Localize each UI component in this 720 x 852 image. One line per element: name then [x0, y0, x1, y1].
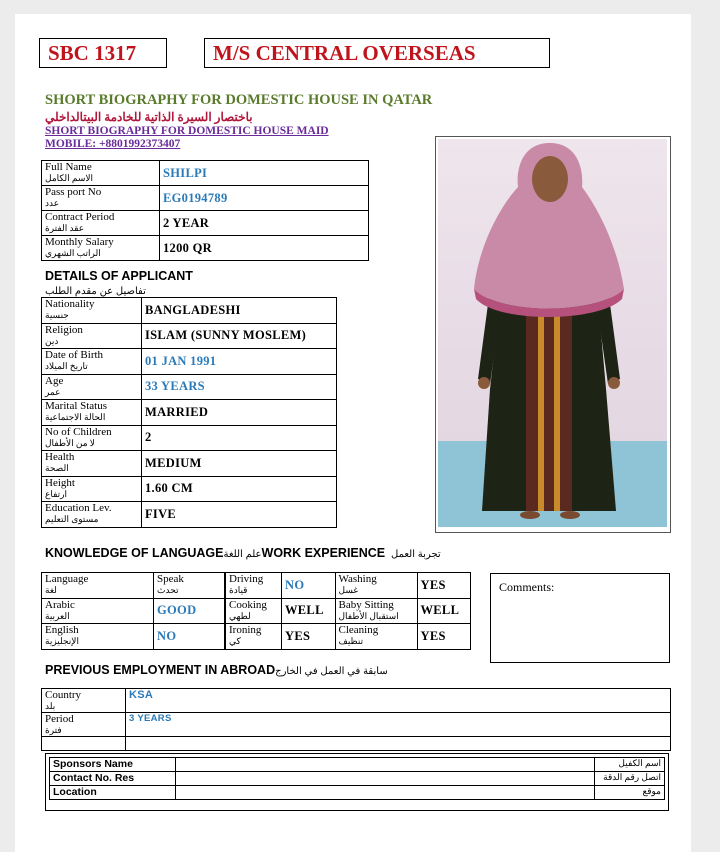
table-row: [50, 786, 665, 800]
field-label: [335, 598, 417, 624]
table-row: [42, 573, 225, 599]
sponsor-table: [49, 757, 665, 800]
sponsor-label: Contact No. Res: [50, 772, 176, 786]
agency-name-box: [204, 38, 550, 68]
field-value: WELL: [417, 598, 471, 624]
field-value: FIVE: [142, 502, 337, 528]
label-ar: لغة: [45, 585, 57, 595]
label-en: Period: [45, 713, 74, 725]
table-row: [42, 476, 337, 502]
table-row: [42, 298, 337, 324]
table-row: [42, 211, 369, 236]
comments-label: Comments:: [499, 580, 555, 594]
label-ar: غسل: [338, 585, 359, 595]
speak-label-ar: تحدث: [157, 585, 179, 595]
previous-heading-ar: سابقة في العمل في الخارج: [275, 666, 388, 677]
agency-name: M/S CENTRAL OVERSEAS: [213, 40, 476, 65]
sbc-code-box: [39, 38, 167, 68]
field-label: [42, 298, 142, 324]
field-label: [335, 573, 417, 599]
field-label: [42, 451, 142, 477]
field-label: [42, 349, 142, 375]
field-value: MEDIUM: [142, 451, 337, 477]
label-ar: الراتب الشهري: [45, 248, 101, 258]
field-label: [226, 624, 282, 650]
table-row: [42, 598, 225, 624]
label-en: Health: [45, 451, 75, 463]
label-en: Driving: [229, 573, 264, 585]
field-label: [42, 425, 142, 451]
table-row: [42, 713, 671, 737]
main-title: SHORT BIOGRAPHY FOR DOMESTIC HOUSE IN QATAR: [45, 92, 433, 108]
previous-employment-table: [41, 688, 671, 751]
label-en: Pass port No: [45, 186, 102, 198]
label-ar: عدد: [45, 198, 60, 208]
label-ar: ارتفاع: [45, 488, 68, 499]
field-value: KSA: [126, 689, 671, 713]
previous-heading-en: PREVIOUS EMPLOYMENT IN ABROAD: [45, 663, 276, 677]
label-ar: استقبال الأطفال: [338, 610, 399, 621]
label-ar: الحالة الاجتماعية: [45, 412, 106, 422]
language-heading-ar: علم اللغة: [223, 549, 262, 560]
field-label: [42, 374, 142, 400]
field-value: 2 YEAR: [160, 211, 369, 236]
table-row: [42, 161, 369, 186]
table-row: [226, 598, 471, 624]
field-label: [42, 689, 126, 713]
label-en: Monthly Salary: [45, 236, 114, 248]
label-en: Full Name: [45, 161, 92, 173]
label-en: Education Lev.: [45, 502, 112, 514]
field-value: MARRIED: [142, 400, 337, 426]
comments-box: [490, 573, 670, 663]
field-value: NO: [154, 624, 225, 650]
work-heading: WORK EXPERIENCE: [261, 546, 386, 560]
empty-cell: [126, 737, 671, 751]
sponsor-label-ar: اتصل رقم الدقة: [595, 772, 665, 786]
sponsor-box: [45, 753, 669, 811]
field-value: WELL: [282, 598, 336, 624]
label-en: Language: [45, 573, 89, 585]
top-info-table: [41, 160, 369, 261]
field-value: NO: [282, 573, 336, 599]
speak-header: [154, 573, 225, 599]
label-en: Washing: [338, 573, 377, 585]
label-en: Arabic: [45, 598, 75, 611]
sponsor-label-ar: اسم الكفيل: [595, 758, 665, 772]
field-value: 2: [142, 425, 337, 451]
label-en: English: [45, 624, 79, 636]
label-ar: لطهي: [229, 610, 251, 621]
field-value: YES: [417, 573, 471, 599]
field-value: YES: [282, 624, 336, 650]
language-work-heading: [45, 546, 385, 560]
label-en: Age: [45, 374, 64, 387]
field-label: [42, 476, 142, 502]
work-heading-ar-wrap: [391, 546, 441, 560]
field-value: 3 YEARS: [126, 713, 671, 737]
table-row: [42, 425, 337, 451]
label-en: Religion: [45, 323, 83, 336]
details-heading-ar: تفاصيل عن مقدم الطلب: [45, 286, 146, 297]
label-en: Cooking: [229, 598, 267, 611]
table-row: [42, 624, 225, 650]
field-value: ISLAM (SUNNY MOSLEM): [142, 323, 337, 349]
biodata-page: [15, 14, 691, 852]
field-label: [226, 573, 282, 599]
label-ar: عمر: [45, 386, 61, 397]
label-en: Contract Period: [45, 211, 115, 223]
field-value: EG0194789: [160, 186, 369, 211]
label-en: Date of Birth: [45, 349, 104, 361]
table-row: [226, 624, 471, 650]
label-en: No of Children: [45, 425, 112, 438]
label-en: Marital Status: [45, 400, 108, 412]
mobile-number: MOBILE: +8801992373407: [45, 138, 181, 150]
field-value: 01 JAN 1991: [142, 349, 337, 375]
field-label: [42, 323, 142, 349]
field-label: [42, 186, 160, 211]
field-label: [42, 211, 160, 236]
field-label: [335, 624, 417, 650]
table-row: [42, 400, 337, 426]
details-table: [41, 297, 337, 528]
sponsor-value[interactable]: [176, 786, 595, 800]
label-ar: تاريخ الميلاد: [45, 361, 88, 371]
arabic-title: باختصار السيرة الذاتية للخادمة البيتالداخلي: [45, 110, 253, 124]
label-ar: الصحة: [45, 463, 69, 473]
field-label: [42, 713, 126, 737]
field-value: YES: [417, 624, 471, 650]
sponsor-value[interactable]: [176, 772, 595, 786]
sbc-code: SBC 1317: [48, 40, 137, 65]
table-row: [42, 236, 369, 261]
label-ar: لا من الأطفال: [45, 437, 95, 448]
label-en: Baby Sitting: [338, 598, 394, 611]
label-en: Country: [45, 689, 82, 701]
table-row: [42, 737, 671, 751]
field-label: [42, 573, 154, 599]
sponsor-label: Location: [50, 786, 176, 800]
label-en: Cleaning: [338, 624, 379, 636]
empty-cell: [42, 737, 126, 751]
field-label: [42, 236, 160, 261]
field-label: [42, 502, 142, 528]
label-ar: العربية: [45, 610, 70, 621]
speak-label: Speak: [157, 573, 184, 585]
dress-stripe: [526, 299, 572, 511]
field-value: SHILPI: [160, 161, 369, 186]
work-heading-ar: تجربة العمل: [391, 549, 441, 560]
face-shape: [532, 156, 568, 202]
label-ar: فترة: [45, 725, 62, 735]
label-en: Height: [45, 476, 75, 489]
table-row: [226, 573, 471, 599]
field-label: [42, 624, 154, 650]
table-row: [42, 374, 337, 400]
field-value: 33 YEARS: [142, 374, 337, 400]
field-value: GOOD: [154, 598, 225, 624]
maid-title: SHORT BIOGRAPHY FOR DOMESTIC HOUSE MAID: [45, 125, 329, 137]
details-heading-en: DETAILS OF APPLICANT: [45, 269, 193, 283]
field-label: [42, 598, 154, 624]
language-heading: KNOWLEDGE OF LANGUAGE: [45, 546, 224, 560]
field-value: 1.60 CM: [142, 476, 337, 502]
label-en: Ironing: [229, 624, 262, 636]
label-ar: جنسية: [45, 310, 69, 320]
field-label: [42, 161, 160, 186]
field-label: [226, 598, 282, 624]
language-table: [41, 572, 225, 650]
table-row: [42, 451, 337, 477]
label-ar: الاسم الكامل: [45, 173, 94, 183]
label-ar: مستوى التعليم: [45, 514, 99, 524]
table-row: [42, 689, 671, 713]
previous-employment-heading: [45, 663, 388, 677]
field-label: [42, 400, 142, 426]
label-ar: تنظيف: [338, 636, 364, 646]
sponsor-label: Sponsors Name: [50, 758, 176, 772]
label-ar: بلد: [45, 701, 56, 711]
label-ar: الإنجليزية: [45, 636, 79, 646]
label-en: Nationality: [45, 298, 95, 310]
table-row: [50, 758, 665, 772]
label-ar: قيادة: [229, 585, 248, 595]
woman-portrait-image: [438, 139, 667, 527]
table-row: [42, 186, 369, 211]
work-table: [225, 572, 471, 650]
sponsor-label-ar: موقع: [595, 786, 665, 800]
field-value: BANGLADESHI: [142, 298, 337, 324]
label-ar: عقد الفترة: [45, 223, 85, 233]
field-value: 1200 QR: [160, 236, 369, 261]
table-row: [42, 323, 337, 349]
sponsor-value[interactable]: [176, 758, 595, 772]
label-ar: دين: [45, 335, 59, 346]
label-ar: كي: [229, 636, 241, 646]
details-heading: [45, 269, 193, 297]
table-row: [50, 772, 665, 786]
table-row: [42, 502, 337, 528]
table-row: [42, 349, 337, 375]
photo-frame: [435, 136, 671, 533]
